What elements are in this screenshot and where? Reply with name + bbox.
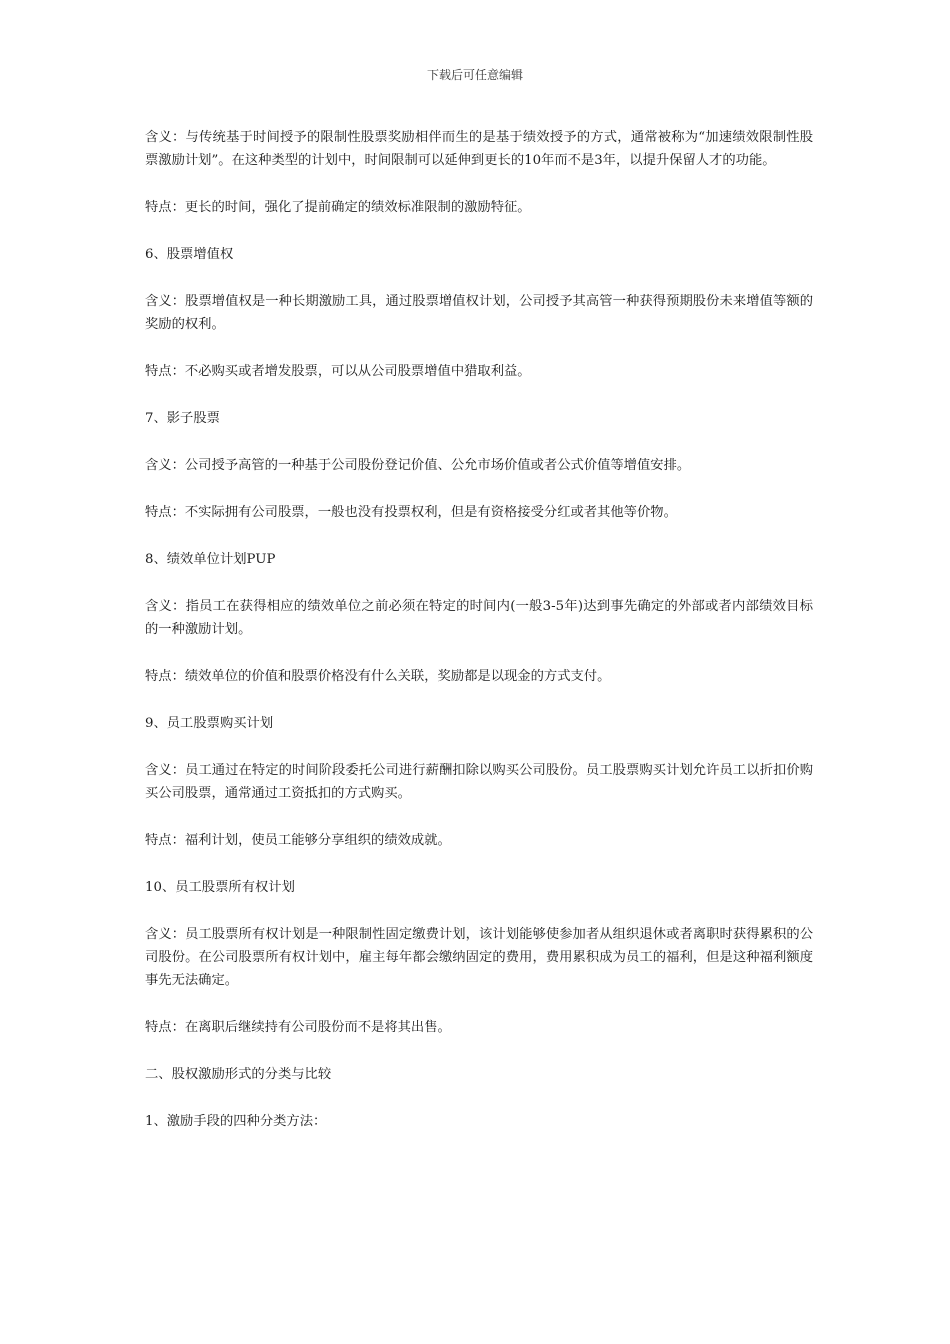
paragraph: 特点：不实际拥有公司股票，一般也没有投票权利，但是有资格接受分红或者其他等价物。 (145, 505, 677, 520)
section-heading: 1、激励手段的四种分类方法： (145, 1114, 327, 1129)
document-body (145, 126, 813, 1157)
paragraph: 含义：与传统基于时间授予的限制性股票奖励相伴而生的是基于绩效授予的方式，通常被称为“加速绩效限制性股票激励计划”。在这种类型的计划中，时间限制可以延伸到更长的10年而不是3年，以提升保留人才的功能。 (145, 130, 813, 168)
paragraph: 特点：不必购买或者增发股票，可以从公司股票增值中猎取利益。 (145, 364, 531, 379)
paragraph: 含义：公司授予高管的一种基于公司股份登记价值、公允市场价值或者公式价值等增值安排。 (145, 458, 691, 473)
paragraph: 含义：指员工在获得相应的绩效单位之前必须在特定的时间内(一般3-5年)达到事先确定的外部或者内部绩效目标的一种激励计划。 (145, 599, 813, 637)
paragraph: 含义：员工股票所有权计划是一种限制性固定缴费计划，该计划能够使参加者从组织退休或者离职时获得累积的公司股份。在公司股票所有权计划中，雇主每年都会缴纳固定的费用，费用累积成为员工的福利，但是这种福利额度事先无法确定。 (145, 927, 813, 988)
paragraph: 特点：福利计划，使员工能够分享组织的绩效成就。 (145, 833, 451, 848)
paragraph: 特点：在离职后继续持有公司股份而不是将其出售。 (145, 1020, 451, 1035)
chapter-heading: 二、股权激励形式的分类与比较 (145, 1067, 332, 1082)
paragraph: 特点：更长的时间，强化了提前确定的绩效标准限制的激励特征。 (145, 200, 531, 215)
section-heading: 9、员工股票购买计划 (145, 716, 274, 731)
section-heading: 6、股票增值权 (145, 247, 234, 262)
section-heading: 8、绩效单位计划PUP (145, 552, 276, 567)
paragraph: 含义：股票增值权是一种长期激励工具，通过股票增值权计划，公司授予其高管一种获得预期股份未来增值等额的奖励的权利。 (145, 294, 813, 332)
paragraph: 特点：绩效单位的价值和股票价格没有什么关联，奖励都是以现金的方式支付。 (145, 669, 611, 684)
paragraph: 含义：员工通过在特定的时间阶段委托公司进行薪酬扣除以购买公司股份。员工股票购买计划允许员工以折扣价购买公司股票，通常通过工资抵扣的方式购买。 (145, 763, 813, 801)
section-heading: 7、影子股票 (145, 411, 220, 426)
section-heading: 10、员工股票所有权计划 (145, 880, 295, 895)
page-header: 下载后可任意编辑 (426, 68, 523, 82)
